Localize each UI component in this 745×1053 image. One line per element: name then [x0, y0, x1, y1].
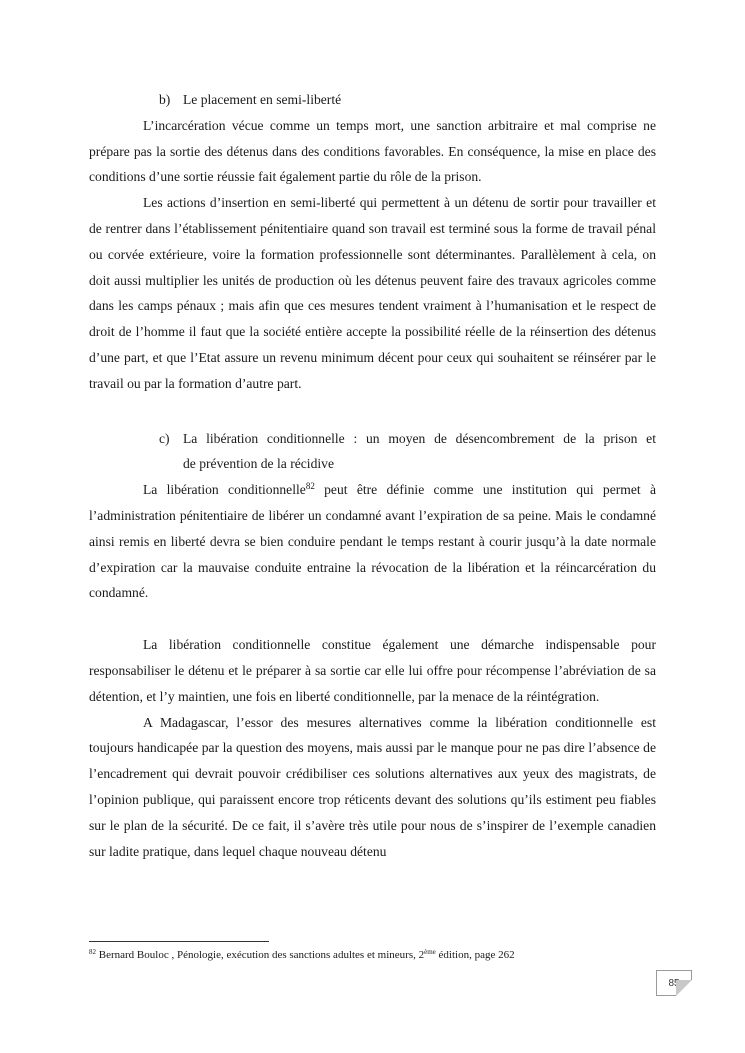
footnote-text: Bernard Bouloc , Pénologie, exécution des sanctions adultes et mineurs, 2: [96, 949, 425, 961]
footnote-text: édition, page 262: [435, 949, 515, 961]
page-number: 85: [668, 977, 680, 989]
footnote-superscript: ème: [424, 948, 436, 956]
paragraph: Les actions d’insertion en semi-liberté qui permettent à un détenu de sortir pour travailler et de rentrer dans l’établissement pénitentiaire quand son travail est terminé sous la forme de travail pénal ou corvée extérieure, voire la formation professionnelle sont déterminantes. Parallèlement à cela, on doit aussi multiplier les unités de production où les détenus peuvent faire des travaux agricoles comme dans les camps pénaux ; mais afin que ces mesures tendent vraiment à l’humanisation et le respect de droit de l’homme il faut que la société entière accepte la possibilité réelle de la réinsertion des détenus d’une part, et que l’Etat assure un revenu minimum décent pour ceux qui souhaitent se réinsérer par le travail ou par la formation d’autre part.: [89, 195, 656, 391]
footnote-reference[interactable]: 82: [305, 481, 315, 492]
paragraph-text: La libération conditionnelle: [143, 482, 306, 498]
section-c-title-line2: de prévention de la récidive: [183, 456, 334, 472]
section-b-heading: [89, 87, 656, 113]
section-b-title: Le placement en semi-liberté: [183, 92, 342, 107]
footnote-number: 82: [89, 948, 96, 956]
footnote-separator: [89, 941, 269, 942]
page-fold-icon: [676, 980, 692, 996]
paragraph-with-footnote: [89, 477, 656, 606]
footnote: [89, 947, 689, 963]
page-number-badge: [656, 970, 692, 996]
paragraph-text: peut être définie comme une institution qui permet à l’administration pénitentiaire de libérer un condamné avant l’expiration de sa peine. Mais le condamné ainsi remis en liberté devra se bien conduire pendant le temps restant à courir jusqu’à la date normale d’expiration car la mauvaise conduite entraine la révocation de la libération et la réincarcération du condamné.: [89, 482, 656, 601]
section-b-marker: b): [159, 92, 171, 107]
body-text: [89, 87, 656, 864]
paragraph: L’incarcération vécue comme un temps mort, une sanction arbitraire et mal comprise ne prépare pas la sortie des détenus dans des conditions favorables. En conséquence, la mise en place des conditions d’une sortie réussie fait également partie du rôle de la prison.: [89, 117, 656, 185]
section-c-title-line1: La libération conditionnelle : un moyen de désencombrement de la prison et: [183, 430, 656, 446]
section-c-marker: c): [159, 430, 170, 446]
section-c-heading: [89, 426, 656, 478]
paragraph: A Madagascar, l’essor des mesures alternatives comme la libération conditionnelle est toujours handicapée par la question des moyens, mais aussi par le manque pour ne pas dire l’absence de l’encadrement qui devrait pouvoir crédibiliser ces solutions alternatives aux yeux des magistrats, de l’opinion publique, qui paraissent encore trop réticents devant des solutions qu’ils estiment peu fiables sur le plan de la sécurité. De ce fait, il s’avère très utile pour nous de s’inspirer de l’exemple canadien sur ladite pratique, dans lequel chaque nouveau détenu: [89, 714, 656, 859]
paragraph: La libération conditionnelle constitue également une démarche indispensable pour responsabiliser le détenu et le préparer à sa sortie car elle lui offre pour récompense l’abréviation de sa détention, et l’y maintien, une fois en liberté conditionnelle, par la menace de la réintégration.: [89, 637, 656, 704]
